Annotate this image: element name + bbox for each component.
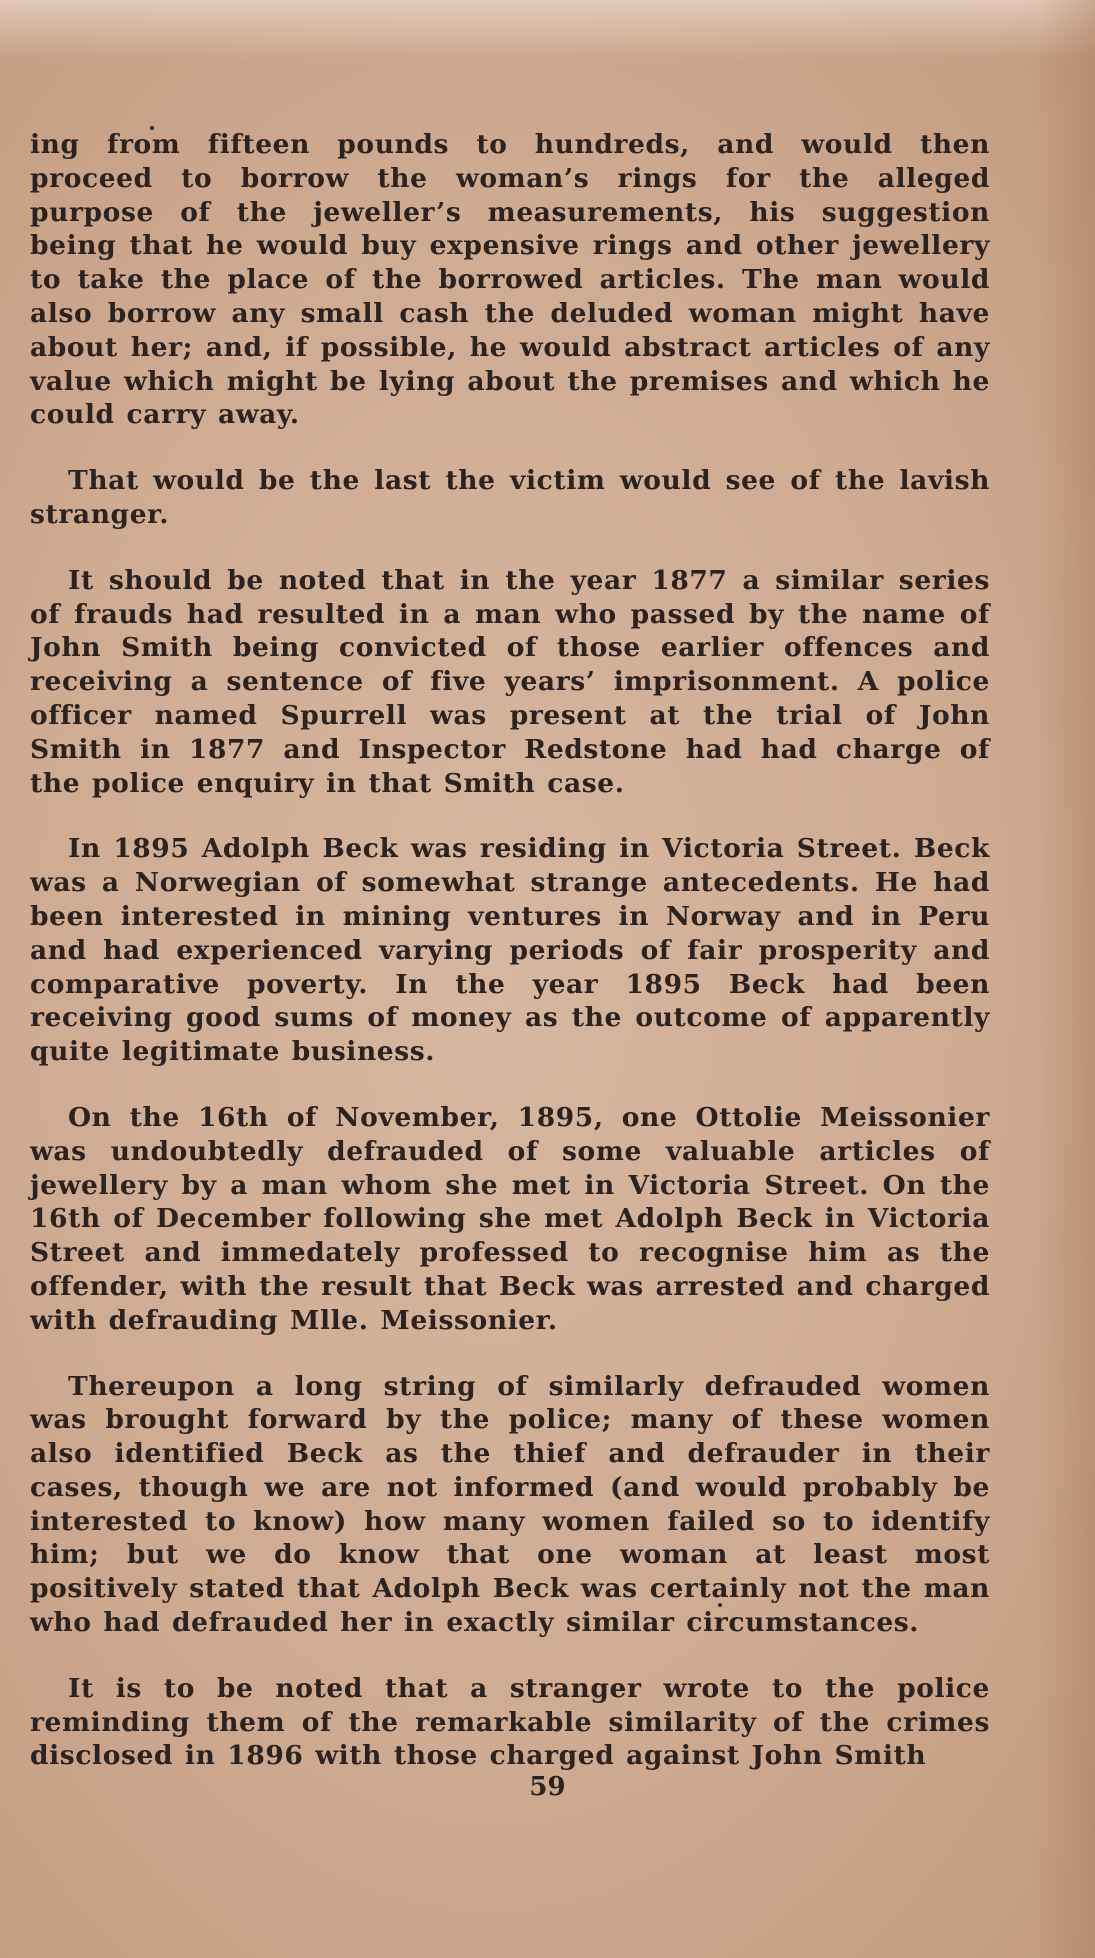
- paragraph: On the 16th of November, 1895, one Ottolie Meissonier was undoubtedly defrauded of some valuable articles of jewellery by a man whom she met in Victoria Street. On the 16th of December following she met Adolph Beck in Victoria Street and immedately professed to recognise him as the offender, with the result that Beck was arrested and charged with defrauding Mlle. Meissonier.: [30, 1101, 990, 1336]
- paragraph: It is to be noted that a stranger wrote to the police reminding them of the remarkable similarity of the crimes disclosed in 1896 with those charged against John Smith: [30, 1672, 990, 1772]
- page-number: 59: [529, 1772, 566, 1802]
- paragraph: That would be the last the victim would see of the lavish stranger.: [30, 465, 990, 530]
- paragraph: Thereupon a long string of similarly defrauded women was brought forward by the police; many of these women also identified Beck as the thief and defrauder in their cases, though we are not informed (and would probably be interested to know) how many women failed so to identify him; but we do know that one woman at least most positively stated that Adolph Beck was certainly not the man who had defrauded her in exactly similar circumstances.: [30, 1370, 990, 1639]
- paragraph: In 1895 Adolph Beck was residing in Victoria Street. Beck was a Norwegian of somewhat strange antecedents. He had been interested in mining ventures in Norway and in Peru and had experienced varying periods of fair prosperity and comparative poverty. In the year 1895 Beck had been receiving good sums of money as the outcome of apparently quite legitimate business.: [30, 833, 990, 1068]
- body-text: [30, 128, 990, 1805]
- paragraph: ing from fifteen pounds to hundreds, and would then proceed to borrow the woman’s rings for the alleged purpose of the jeweller’s measurements, his suggestion being that he would buy expensive rings and other jewellery to take the place of the borrowed articles. The man would also borrow any small cash the deluded woman might have about her; and, if possible, he would abstract articles of any value which might be lying about the premises and which he could carry away.: [30, 129, 990, 431]
- paragraph: It should be noted that in the year 1877 a similar series of frauds had resulted in a man who passed by the name of John Smith being convicted of those earlier offences and receiving a sentence of five years’ imprisonment. A police officer named Spurrell was present at the trial of John Smith in 1877 and Inspector Redstone had had charge of the police enquiry in that Smith case.: [30, 564, 990, 799]
